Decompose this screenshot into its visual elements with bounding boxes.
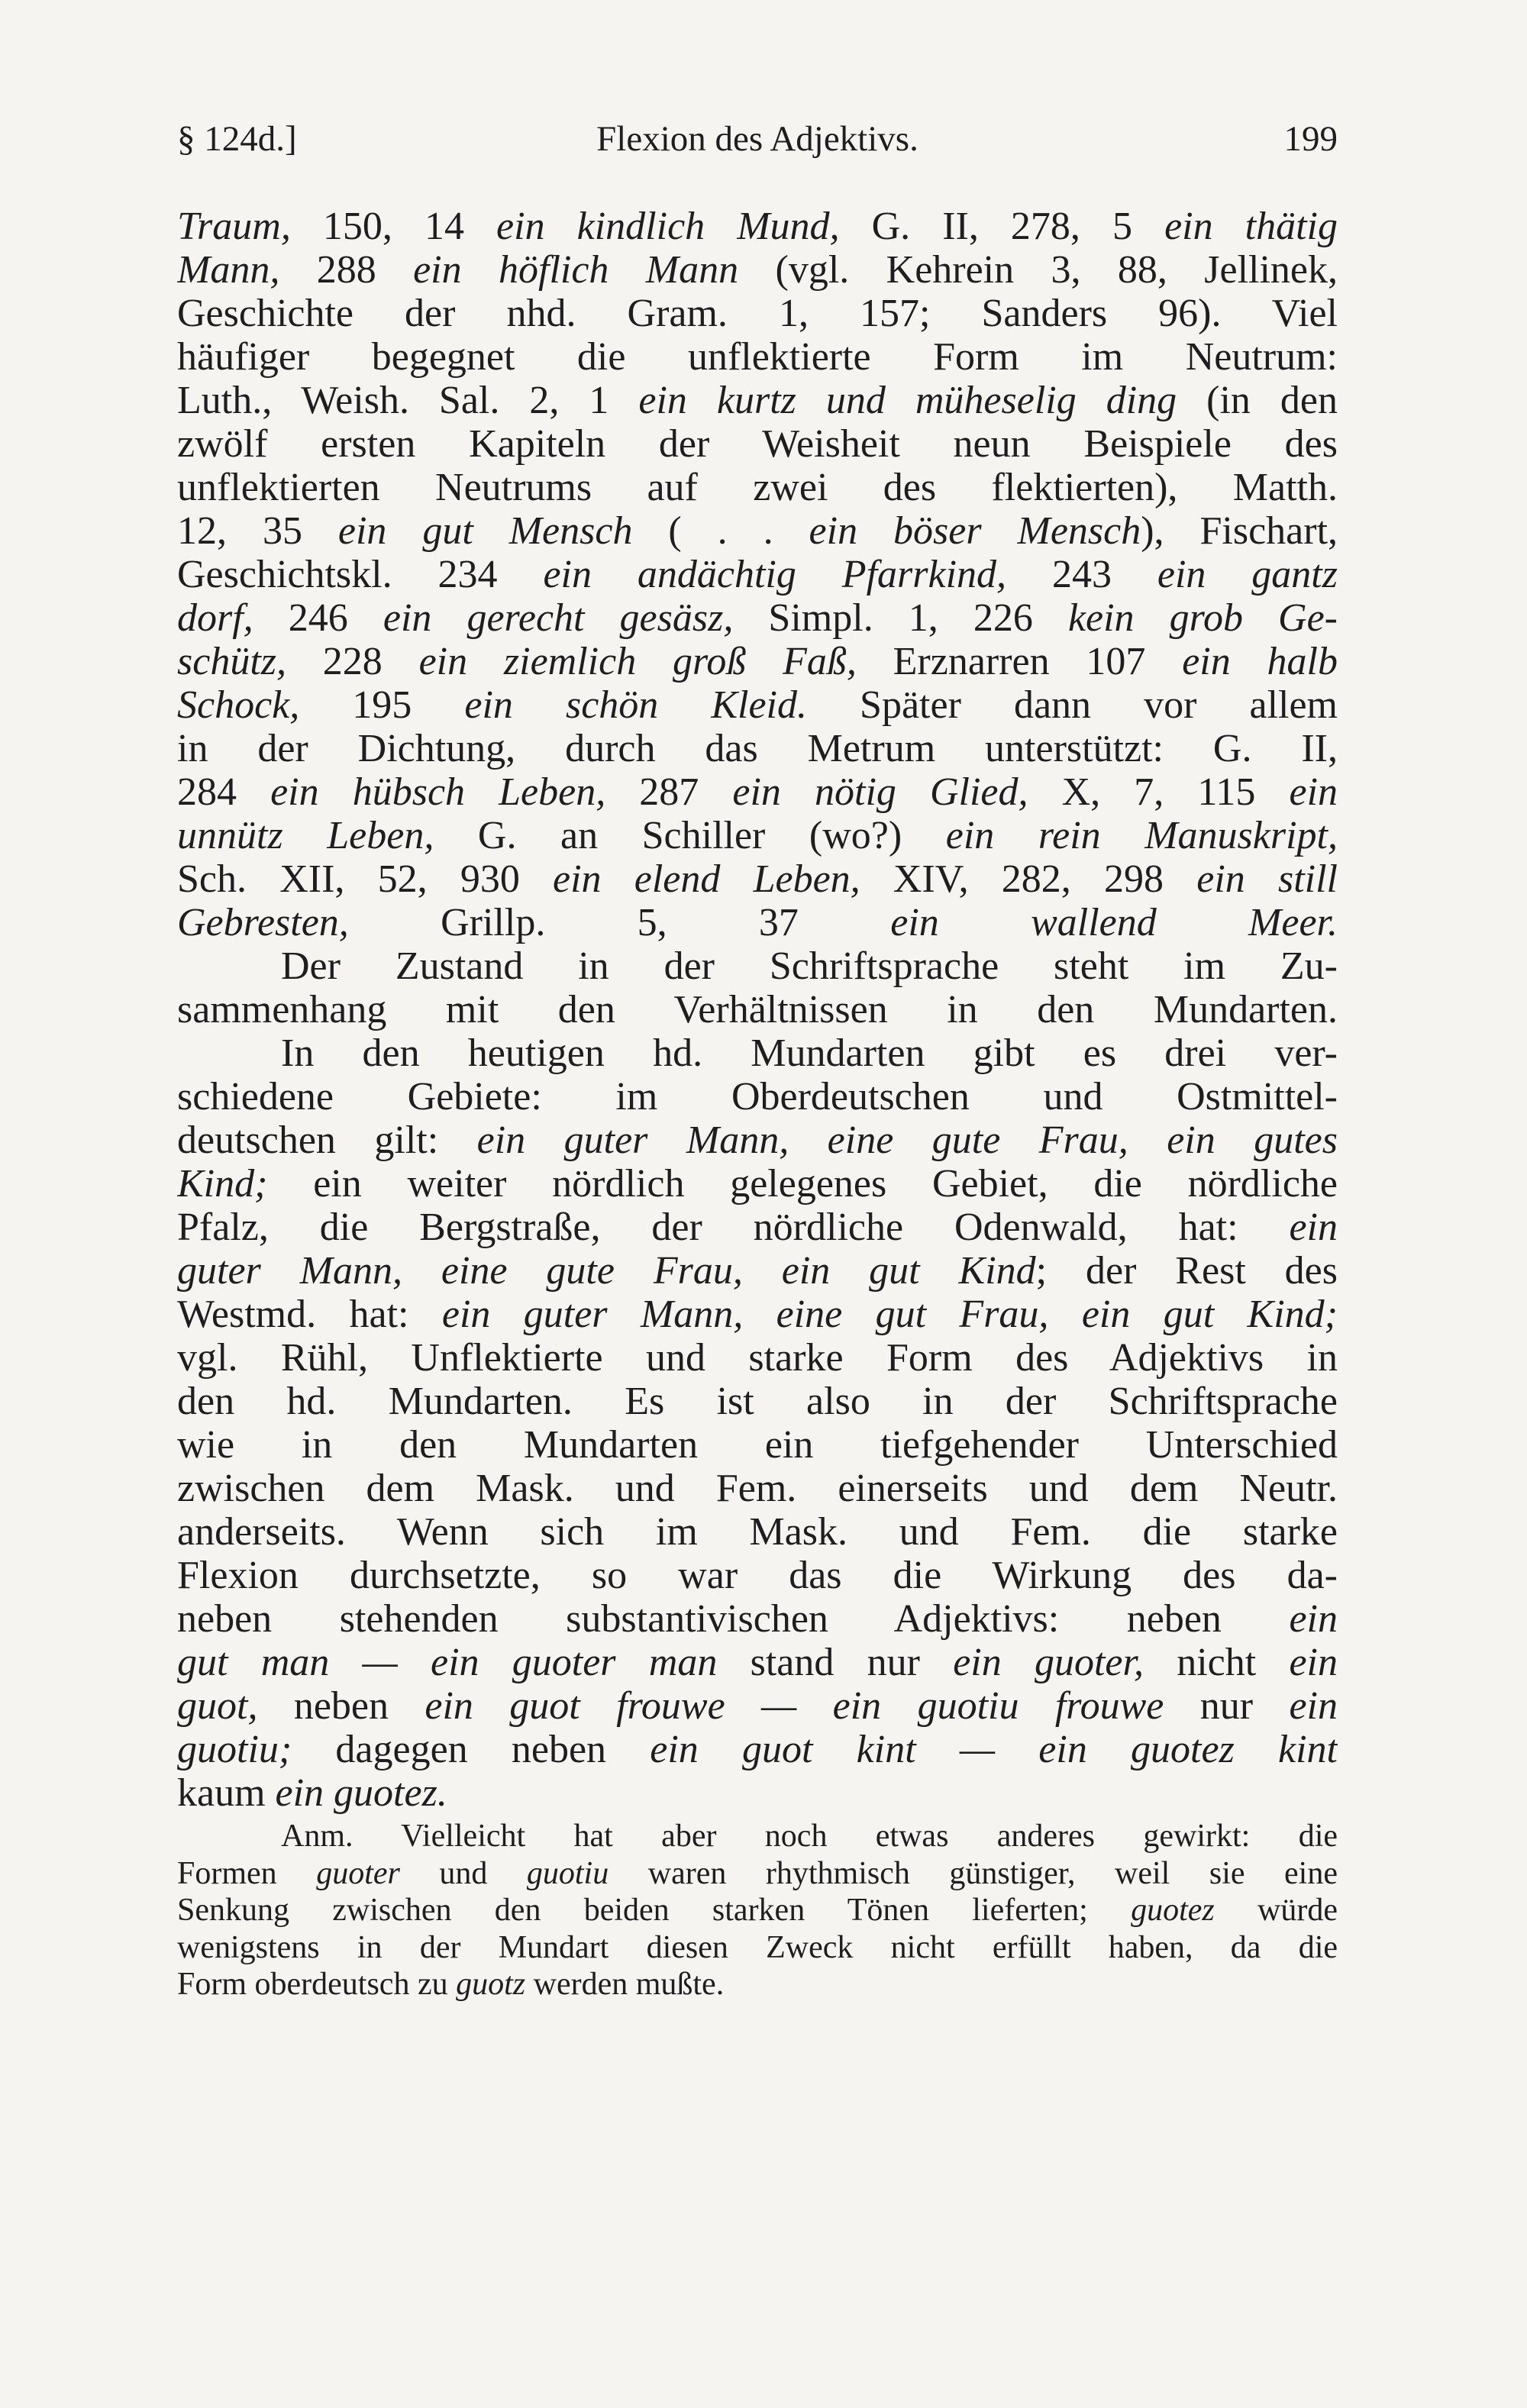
text-run: würde bbox=[1214, 1893, 1338, 1928]
text-run: Erznarren 107 bbox=[856, 640, 1183, 683]
text-run: Simpl. 1, 226 bbox=[733, 596, 1068, 640]
text-run: ; der Rest des bbox=[1035, 1249, 1338, 1293]
italic-text: kein grob Ge- bbox=[1067, 596, 1338, 640]
text-run: den hd. Mundarten. Es ist also in der Schriftsprache bbox=[177, 1380, 1338, 1423]
text-run: häufiger begegnet die unflektierte Form im Neutrum: bbox=[177, 335, 1338, 379]
text-run: Geschichtskl. 234 bbox=[177, 553, 544, 596]
italic-text: ein gantz bbox=[1157, 553, 1338, 596]
italic-text: guotiu; bbox=[177, 1728, 292, 1771]
italic-text: ein guot frouwe — ein guotiu frouwe bbox=[425, 1684, 1164, 1728]
text-line bbox=[177, 292, 1338, 335]
text-run: In den heutigen hd. Mundarten gibt es drei ver- bbox=[281, 1031, 1338, 1075]
text-run: Geschichte der nhd. Gram. 1, 157; Sanders 96). Viel bbox=[177, 292, 1338, 335]
text-run: kaum bbox=[177, 1771, 276, 1815]
text-run: wie in den Mundarten ein tiefgehender Unterschied bbox=[177, 1423, 1338, 1467]
italic-text: ein bbox=[1289, 1684, 1338, 1728]
text-run: (in den bbox=[1177, 379, 1338, 422]
text-run: schiedene Gebiete: im Oberdeutschen und Ostmittel- bbox=[177, 1075, 1338, 1118]
text-line bbox=[177, 1467, 1338, 1510]
italic-text: unnütz Leben, bbox=[177, 814, 434, 857]
text-run: ), Fischart, bbox=[1141, 509, 1338, 553]
text-line bbox=[177, 1641, 1338, 1684]
text-line bbox=[177, 1293, 1338, 1336]
text-run: Luth., Weish. Sal. 2, 1 bbox=[177, 379, 639, 422]
text-run: 228 bbox=[286, 640, 419, 683]
text-line bbox=[177, 1206, 1338, 1249]
italic-text: ein gerecht gesäsz, bbox=[383, 596, 734, 640]
text-line bbox=[177, 422, 1338, 466]
text-run: wenigstens in der Mundart diesen Zweck nicht erfüllt haben, da die bbox=[177, 1929, 1338, 1965]
section-reference: § 124d.] bbox=[177, 119, 297, 159]
text-run: 284 bbox=[177, 770, 271, 814]
running-title: Flexion des Adjektivs. bbox=[596, 119, 918, 159]
italic-text: ein kurtz und müheselig ding bbox=[638, 379, 1177, 422]
italic-text: ein bbox=[1289, 770, 1338, 814]
text-line bbox=[177, 1075, 1338, 1118]
text-line bbox=[177, 683, 1338, 727]
text-run: Formen bbox=[177, 1855, 317, 1891]
italic-text: guter Mann, eine gute Frau, ein gut Kind bbox=[177, 1249, 1036, 1293]
italic-text: Traum, bbox=[177, 205, 291, 248]
text-line bbox=[177, 553, 1338, 596]
italic-text: guoter bbox=[316, 1855, 400, 1891]
text-run: XIV, 282, 298 bbox=[860, 857, 1197, 901]
italic-text: ein wallend Meer. bbox=[890, 901, 1338, 944]
text-line bbox=[177, 1510, 1338, 1554]
text-line bbox=[177, 988, 1338, 1031]
italic-text: ein thätig bbox=[1164, 205, 1338, 248]
text-run: 12, 35 bbox=[177, 509, 338, 553]
text-run: Pfalz, die Bergstraße, der nördliche Odenwald, hat: bbox=[177, 1206, 1290, 1249]
text-run: deutschen gilt: bbox=[177, 1118, 477, 1162]
text-run: 195 bbox=[299, 683, 465, 727]
text-line bbox=[177, 509, 1338, 553]
text-line bbox=[177, 1554, 1338, 1597]
text-run: Sch. XII, 52, 930 bbox=[177, 857, 554, 901]
text-line bbox=[177, 379, 1338, 422]
text-run: Form oberdeutsch zu bbox=[177, 1967, 457, 2002]
text-line bbox=[177, 596, 1338, 640]
text-run: vgl. Rühl, Unflektierte und starke Form des Adjektivs in bbox=[177, 1336, 1338, 1380]
italic-text: ein andächtig Pfarrkind, bbox=[543, 553, 1007, 596]
text-line bbox=[177, 901, 1338, 944]
text-line bbox=[177, 857, 1338, 901]
text-line bbox=[177, 1597, 1338, 1641]
italic-text: Gebresten, bbox=[177, 901, 349, 944]
text-line bbox=[177, 1118, 1338, 1162]
italic-text: ein still bbox=[1196, 857, 1338, 901]
text-run: ein weiter nördlich gelegenes Gebiet, die nördliche bbox=[267, 1162, 1338, 1206]
text-line bbox=[177, 1031, 1338, 1075]
note-line bbox=[177, 1892, 1338, 1929]
italic-text: schütz, bbox=[177, 640, 286, 683]
page-number: 199 bbox=[1283, 119, 1338, 159]
text-run: Grillp. 5, 37 bbox=[348, 901, 891, 944]
running-header bbox=[177, 116, 1338, 162]
main-text bbox=[177, 205, 1338, 1815]
text-run: Später dann vor allem bbox=[807, 683, 1338, 727]
note-line bbox=[177, 1818, 1338, 1855]
note-line bbox=[177, 1966, 1338, 2003]
text-run: 246 bbox=[253, 596, 383, 640]
italic-text: ein kindlich Mund, bbox=[496, 205, 840, 248]
text-run: anderseits. Wenn sich im Mask. und Fem. die starke bbox=[177, 1510, 1338, 1554]
text-run: Anm. Vielleicht hat aber noch etwas anderes gewirkt: die bbox=[281, 1819, 1338, 1854]
text-run: G. an Schiller (wo?) bbox=[434, 814, 946, 857]
text-run: 150, 14 bbox=[290, 205, 497, 248]
text-run: neben stehenden substantivischen Adjektivs: neben bbox=[177, 1597, 1290, 1641]
italic-text: ein bbox=[1289, 1597, 1338, 1641]
text-line bbox=[177, 944, 1338, 988]
italic-text: ein bbox=[1289, 1206, 1338, 1249]
text-run: neben bbox=[257, 1684, 425, 1728]
italic-text: Mann, bbox=[177, 248, 280, 292]
text-run: waren rhythmisch günstiger, weil sie eine bbox=[609, 1855, 1338, 1891]
text-run: X, 7, 115 bbox=[1028, 770, 1290, 814]
italic-text: Kind; bbox=[177, 1162, 268, 1206]
text-run: ( . . bbox=[632, 509, 809, 553]
text-line bbox=[177, 248, 1338, 292]
text-run: stand nur bbox=[717, 1641, 954, 1684]
italic-text: ein höflich Mann bbox=[413, 248, 739, 292]
italic-text: guotez bbox=[1131, 1893, 1215, 1928]
italic-text: guot, bbox=[177, 1684, 258, 1728]
italic-text: ein guoter, bbox=[953, 1641, 1144, 1684]
text-line bbox=[177, 1684, 1338, 1728]
text-run: (vgl. Kehrein 3, 88, Jellinek, bbox=[738, 248, 1338, 292]
note-line bbox=[177, 1929, 1338, 1967]
italic-text: ein rein Manuskript, bbox=[945, 814, 1338, 857]
italic-text: Schock, bbox=[177, 683, 300, 727]
text-line bbox=[177, 770, 1338, 814]
text-line bbox=[177, 1380, 1338, 1423]
italic-text: guotiu bbox=[526, 1855, 609, 1891]
text-line bbox=[177, 1771, 1338, 1815]
text-run: 287 bbox=[605, 770, 733, 814]
text-run: unflektierten Neutrums auf zwei des flektierten), Matth. bbox=[177, 466, 1338, 509]
text-line bbox=[177, 335, 1338, 379]
text-run: 243 bbox=[1006, 553, 1157, 596]
text-run: G. II, 278, 5 bbox=[839, 205, 1165, 248]
italic-text: ein böser Mensch bbox=[809, 509, 1141, 553]
annotation-note bbox=[177, 1818, 1338, 2003]
italic-text: ein ziemlich groß Faß, bbox=[418, 640, 857, 683]
italic-text: ein nötig Glied, bbox=[732, 770, 1028, 814]
text-line bbox=[177, 640, 1338, 683]
text-line bbox=[177, 1336, 1338, 1380]
text-line bbox=[177, 1162, 1338, 1206]
italic-text: ein guotez. bbox=[275, 1771, 447, 1815]
note-line bbox=[177, 1855, 1338, 1893]
italic-text: ein guter Mann, eine gut Frau, ein gut Kind; bbox=[441, 1293, 1338, 1336]
italic-text: ein guter Mann, eine gute Frau, ein gutes bbox=[476, 1118, 1338, 1162]
text-line bbox=[177, 727, 1338, 770]
text-run: Senkung zwischen den beiden starken Tönen lieferten; bbox=[177, 1893, 1132, 1928]
text-run: werden mußte. bbox=[525, 1967, 725, 2002]
text-line bbox=[177, 1249, 1338, 1293]
italic-text: ein hübsch Leben, bbox=[270, 770, 606, 814]
italic-text: gut man — ein guoter man bbox=[177, 1641, 718, 1684]
italic-text: ein guot kint — ein guotez kint bbox=[650, 1728, 1338, 1771]
italic-text: dorf, bbox=[177, 596, 253, 640]
text-run: 288 bbox=[279, 248, 414, 292]
italic-text: guotz bbox=[456, 1967, 526, 2002]
text-run: zwölf ersten Kapiteln der Weisheit neun Beispiele des bbox=[177, 422, 1338, 466]
text-run: zwischen dem Mask. und Fem. einerseits und dem Neutr. bbox=[177, 1467, 1338, 1510]
text-line bbox=[177, 1728, 1338, 1771]
text-run: und bbox=[399, 1855, 527, 1891]
text-run: in der Dichtung, durch das Metrum unterstützt: G. II, bbox=[177, 727, 1338, 770]
text-line bbox=[177, 466, 1338, 509]
italic-text: ein elend Leben, bbox=[553, 857, 860, 901]
text-line bbox=[177, 1423, 1338, 1467]
text-line bbox=[177, 814, 1338, 857]
text-run: Westmd. hat: bbox=[177, 1293, 442, 1336]
text-run: nicht bbox=[1143, 1641, 1290, 1684]
text-run: Der Zustand in der Schriftsprache steht im Zu- bbox=[281, 944, 1338, 988]
text-run: dagegen neben bbox=[292, 1728, 651, 1771]
page-body bbox=[177, 205, 1338, 2003]
italic-text: ein schön Kleid. bbox=[464, 683, 807, 727]
italic-text: ein bbox=[1289, 1641, 1338, 1684]
text-line bbox=[177, 205, 1338, 248]
text-run: nur bbox=[1164, 1684, 1290, 1728]
text-run: sammenhang mit den Verhältnissen in den Mundarten. bbox=[177, 988, 1338, 1031]
text-run: Flexion durchsetzte, so war das die Wirkung des da- bbox=[177, 1554, 1338, 1597]
italic-text: ein gut Mensch bbox=[337, 509, 633, 553]
italic-text: ein halb bbox=[1182, 640, 1338, 683]
